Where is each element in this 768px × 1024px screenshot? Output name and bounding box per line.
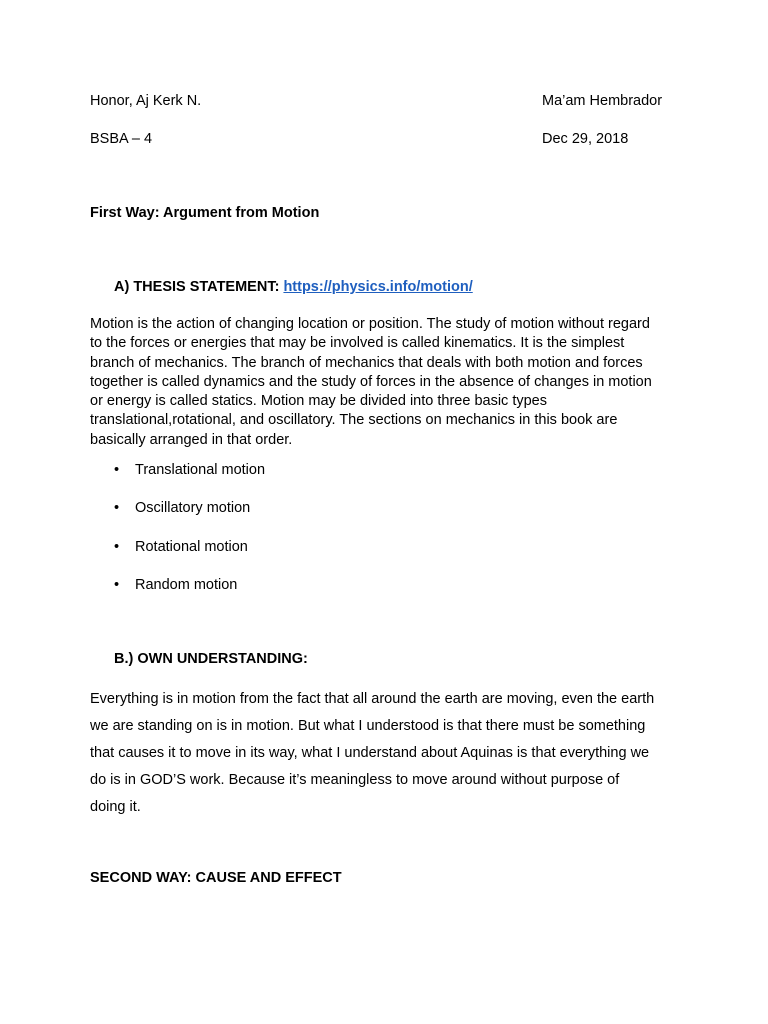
own-understanding-paragraph [90, 686, 690, 821]
bullet-icon: • [114, 500, 120, 517]
list-item [90, 461, 265, 499]
document-date: Dec 29, 2018 [542, 131, 629, 147]
list-item [90, 499, 265, 537]
paragraph-line: to the forces or energies that may be involved is called kinematics. It is the simplest [90, 335, 625, 352]
list-item-text: Oscillatory motion [135, 500, 251, 517]
paragraph-line: that causes it to move in its way, what I understand about Aquinas is that everything we [90, 745, 650, 761]
paragraph-line: translational,rotational, and oscillatory. The sections on mechanics in this book are [90, 412, 618, 429]
student-name: Honor, Aj Kerk N. [90, 93, 202, 109]
paragraph-line: branch of mechanics. The branch of mechanics that deals with both motion and forces [90, 354, 643, 371]
paragraph-line: do is in GOD’S work. Because it’s meaningless to move around without purpose of [90, 772, 620, 788]
thesis-paragraph [90, 315, 690, 450]
paragraph-line: together is called dynamics and the study of forces in the absence of changes in motion [90, 373, 652, 390]
paragraph-line: basically arranged in that order. [90, 431, 293, 448]
teacher-name: Ma’am Hembrador [542, 93, 663, 109]
paragraph-line: Motion is the action of changing location or position. The study of motion without regard [90, 316, 650, 332]
list-item [90, 538, 265, 576]
section-title: First Way: Argument from Motion [90, 205, 320, 221]
own-understanding-heading: B.) OWN UNDERSTANDING: [114, 651, 308, 667]
bullet-icon: • [114, 462, 120, 478]
thesis-statement-heading [114, 278, 473, 296]
second-way-title: SECOND WAY: CAUSE AND EFFECT [90, 870, 342, 886]
paragraph-line: we are standing on is in motion. But what I understood is that there must be something [90, 718, 646, 734]
paragraph-line: doing it. [90, 799, 141, 815]
bullet-icon: • [114, 538, 120, 555]
list-item-text: Rotational motion [135, 538, 248, 555]
paragraph-line: or energy is called statics. Motion may be divided into three basic types [90, 393, 547, 410]
thesis-source-link[interactable]: https://physics.info/motion/ [283, 279, 473, 295]
course-section: BSBA – 4 [90, 131, 153, 147]
motion-types-list [90, 461, 265, 614]
bullet-icon: • [114, 576, 120, 593]
list-item [90, 576, 265, 614]
thesis-label: A) THESIS STATEMENT: [114, 279, 284, 295]
list-item-text: Random motion [135, 576, 238, 593]
paragraph-line: Everything is in motion from the fact that all around the earth are moving, even the earth [90, 691, 655, 707]
list-item-text: Translational motion [135, 462, 266, 478]
